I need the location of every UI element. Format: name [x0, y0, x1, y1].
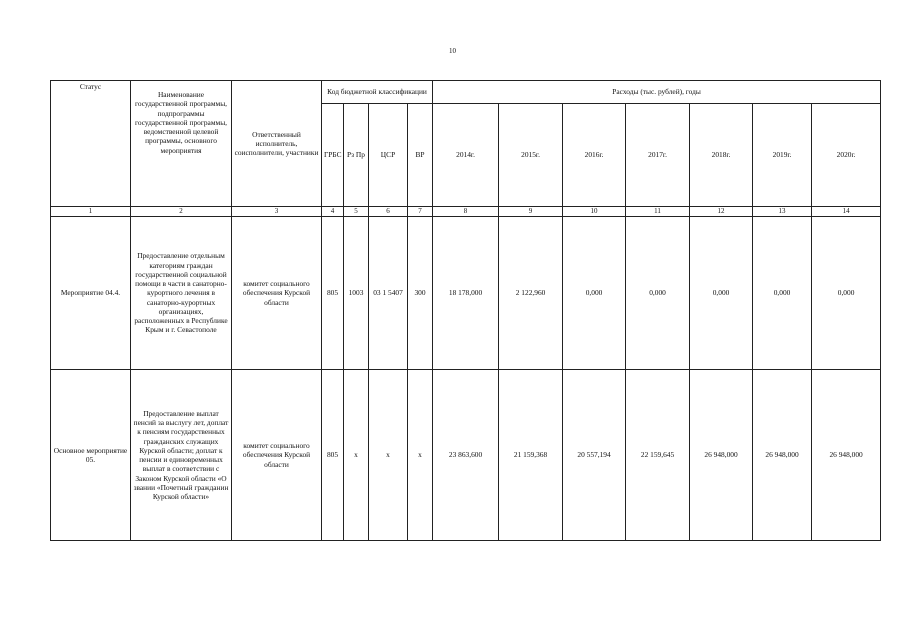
header-year: 2018г. — [690, 104, 753, 207]
row-value: 23 863,600 — [433, 370, 499, 541]
row-value: 26 948,000 — [753, 370, 812, 541]
header-expenses: Расходы (тыс. рублей), годы — [433, 81, 881, 104]
column-number: 6 — [369, 207, 408, 217]
column-number: 14 — [812, 207, 881, 217]
column-number: 2 — [131, 207, 232, 217]
header-year: 2014г. — [433, 104, 499, 207]
column-number: 5 — [344, 207, 369, 217]
column-number: 12 — [690, 207, 753, 217]
column-number: 1 — [51, 207, 131, 217]
header-csr: ЦСР — [369, 104, 408, 207]
header-grbs: ГРБС — [322, 104, 344, 207]
row-grbs: 805 — [322, 217, 344, 370]
column-number: 4 — [322, 207, 344, 217]
row-value: 21 159,368 — [499, 370, 563, 541]
row-status: Основное мероприятие 05. — [51, 370, 131, 541]
row-csr: 03 1 5407 — [369, 217, 408, 370]
table-row — [51, 370, 881, 541]
column-number: 13 — [753, 207, 812, 217]
header-rz-pr: Рз Пр — [344, 104, 369, 207]
header-year: 2017г. — [626, 104, 690, 207]
row-name: Предоставление отдельным категориям граждан государственной социальной помощи в части в санаторно-курортного лечения в санаторно-курортных организациях, расположенных в Республике Крым и г. Севастополе — [131, 217, 232, 370]
header-year: 2016г. — [563, 104, 626, 207]
row-rz-pr: 1003 — [344, 217, 369, 370]
row-rz-pr: х — [344, 370, 369, 541]
header-year: 2019г. — [753, 104, 812, 207]
header-status: Статус — [51, 81, 131, 207]
column-number: 9 — [499, 207, 563, 217]
column-number: 11 — [626, 207, 690, 217]
row-value: 2 122,960 — [499, 217, 563, 370]
row-status: Мероприятие 04.4. — [51, 217, 131, 370]
column-number: 3 — [232, 207, 322, 217]
row-value: 0,000 — [563, 217, 626, 370]
row-value: 0,000 — [753, 217, 812, 370]
column-number: 7 — [408, 207, 433, 217]
header-name: Наименование государственной программы, подпрограммы государственной программы, ведомственной целевой программы, основного мероприятия — [131, 81, 232, 207]
header-year: 2015г. — [499, 104, 563, 207]
page-number: 10 — [449, 47, 456, 55]
row-executor: комитет социального обеспечения Курской области — [232, 370, 322, 541]
table-row — [51, 217, 881, 370]
row-value: 0,000 — [626, 217, 690, 370]
row-value: 26 948,000 — [812, 370, 881, 541]
budget-table — [50, 80, 881, 541]
row-value: 18 178,000 — [433, 217, 499, 370]
row-value: 0,000 — [812, 217, 881, 370]
row-executor: комитет социального обеспечения Курской области — [232, 217, 322, 370]
row-value: 22 159,645 — [626, 370, 690, 541]
row-value: 20 557,194 — [563, 370, 626, 541]
row-grbs: 805 — [322, 370, 344, 541]
row-vr: х — [408, 370, 433, 541]
header-budget-code: Код бюджетной классификации — [322, 81, 433, 104]
column-number: 8 — [433, 207, 499, 217]
column-number-row — [51, 207, 881, 217]
row-vr: 300 — [408, 217, 433, 370]
row-value: 26 948,000 — [690, 370, 753, 541]
column-number: 10 — [563, 207, 626, 217]
row-name: Предоставление выплат пенсий за выслугу лет, доплат к пенсиям государственных гражданских служащих Курской области; доплат к пенсии и единовременных выплат в соответствии с Законом Курской области «О звании «Почетный гражданин Курской области» — [131, 370, 232, 541]
header-year: 2020г. — [812, 104, 881, 207]
header-executor: Ответственный исполнитель, соисполнители, участники — [232, 81, 322, 207]
row-value: 0,000 — [690, 217, 753, 370]
row-csr: х — [369, 370, 408, 541]
header-vr: ВР — [408, 104, 433, 207]
